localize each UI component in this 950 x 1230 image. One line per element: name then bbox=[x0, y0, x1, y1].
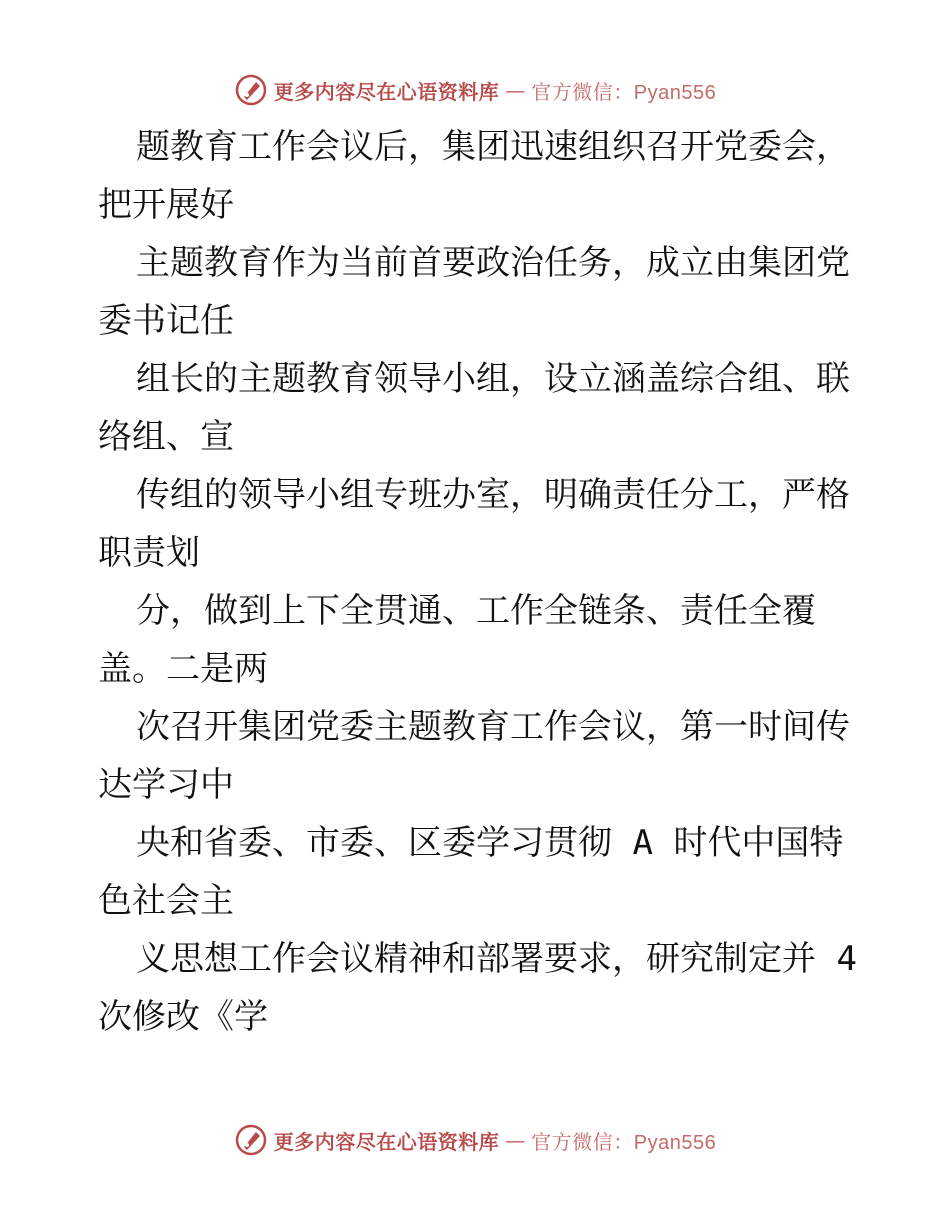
document-body bbox=[98, 118, 858, 1046]
text-line: 络组、宣 bbox=[98, 417, 234, 457]
text-line: 把开展好 bbox=[98, 185, 234, 225]
watermark-main-text: 更多内容尽在心语资料库 bbox=[273, 79, 500, 104]
text-line: 盖。二是两 bbox=[98, 649, 268, 689]
text-line: 组长的主题教育领导小组，设立涵盖综合组、联 bbox=[136, 359, 850, 399]
text-line: 义思想工作会议精神和部署要求，研究制定并 4 bbox=[136, 939, 857, 979]
text-line: 主题教育作为当前首要政治任务，成立由集团党 bbox=[136, 243, 850, 283]
watermark-header bbox=[0, 70, 950, 110]
watermark-footer bbox=[0, 1120, 950, 1160]
text-line: 央和省委、市委、区委学习贯彻 A 时代中国特 bbox=[136, 823, 844, 863]
text-line: 次修改《学 bbox=[98, 997, 268, 1037]
text-line: 分，做到上下全贯通、工作全链条、责任全覆 bbox=[136, 591, 816, 631]
watermark-sub-text bbox=[531, 1126, 716, 1155]
watermark-wechat-id: Pyan556 bbox=[633, 81, 717, 104]
text-line: 传组的领导小组专班办室，明确责任分工，严格 bbox=[136, 475, 850, 515]
pen-nib-icon bbox=[234, 73, 268, 107]
text-line: 达学习中 bbox=[98, 765, 234, 805]
watermark-wechat-label: 官方微信： bbox=[531, 1129, 634, 1154]
text-line: 色社会主 bbox=[98, 881, 234, 921]
watermark-wechat-id: Pyan556 bbox=[633, 1131, 717, 1154]
text-line: 次召开集团党委主题教育工作会议，第一时间传 bbox=[136, 707, 850, 747]
watermark-sub-text bbox=[531, 76, 716, 105]
text-line: 委书记任 bbox=[98, 301, 234, 341]
watermark-dash: — bbox=[505, 78, 526, 102]
watermark-wechat-label: 官方微信： bbox=[531, 79, 634, 104]
watermark-dash: — bbox=[505, 1128, 526, 1152]
pen-nib-icon bbox=[234, 1123, 268, 1157]
text-line: 题教育工作会议后，集团迅速组织召开党委会， bbox=[136, 127, 850, 167]
text-line: 职责划 bbox=[98, 533, 200, 573]
watermark-main-text: 更多内容尽在心语资料库 bbox=[273, 1129, 500, 1154]
